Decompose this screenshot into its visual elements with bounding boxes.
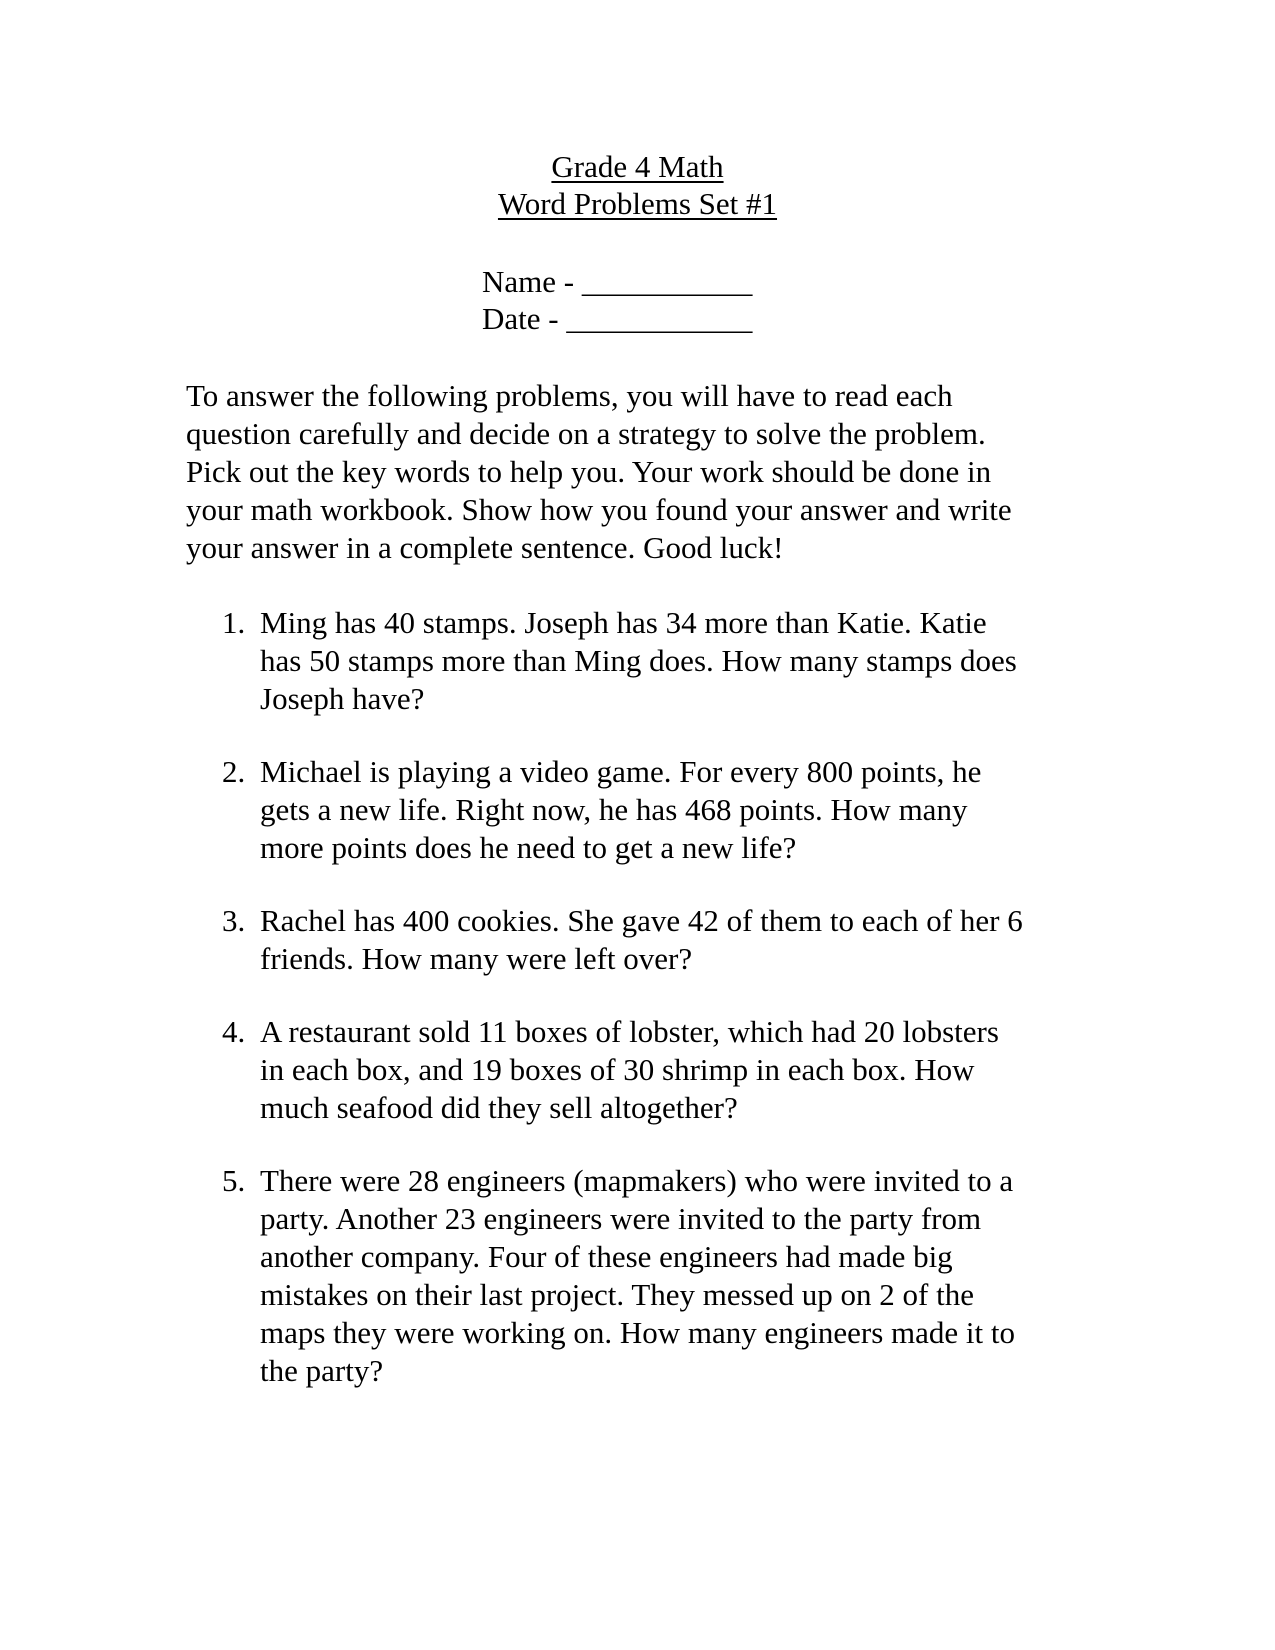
problem-number: 5. [222, 1163, 246, 1198]
problem-text-line: more points does he need to get a new life? [260, 830, 797, 865]
instructions-line: question carefully and decide on a strategy to solve the problem. [186, 416, 986, 451]
instructions-line: your answer in a complete sentence. Good luck! [186, 530, 784, 565]
problem-item [222, 753, 1102, 867]
problem-number: 2. [222, 754, 246, 789]
instructions-paragraph [186, 377, 1086, 567]
instructions-line: your math workbook. Show how you found your answer and write [186, 492, 1012, 527]
problem-text-line: Rachel has 400 cookies. She gave 42 of them to each of her 6 [260, 903, 1023, 938]
problem-text-line: another company. Four of these engineers had made big [260, 1239, 953, 1274]
problem-item [222, 604, 1102, 718]
problem-text-line: Ming has 40 stamps. Joseph has 34 more than Katie. Katie [260, 605, 987, 640]
problem-number: 3. [222, 903, 246, 938]
problem-list [222, 604, 1102, 1390]
worksheet-subtitle: Word Problems Set #1 [497, 186, 778, 221]
title-block [0, 148, 1275, 222]
problem-text-line: maps they were working on. How many engineers made it to [260, 1315, 1016, 1350]
problem-text-line: Michael is playing a video game. For every 800 points, he [260, 754, 982, 789]
instructions-line: Pick out the key words to help you. Your work should be done in [186, 454, 992, 489]
problem-text-line: friends. How many were left over? [260, 941, 693, 976]
instructions-line: To answer the following problems, you will have to read each [186, 378, 953, 413]
problem-item [222, 1162, 1102, 1390]
problem-item [222, 902, 1102, 978]
student-fields [482, 263, 752, 337]
problem-text-line: Joseph have? [260, 681, 425, 716]
problem-item [222, 1013, 1102, 1127]
problem-text-line: party. Another 23 engineers were invited to the party from [260, 1201, 982, 1236]
problem-text-line: the party? [260, 1353, 384, 1388]
problem-text-line: much seafood did they sell altogether? [260, 1090, 738, 1125]
problem-text-line: in each box, and 19 boxes of 30 shrimp in each box. How [260, 1052, 975, 1087]
problem-text-line: mistakes on their last project. They messed up on 2 of the [260, 1277, 974, 1312]
problem-text-line: gets a new life. Right now, he has 468 points. How many [260, 792, 968, 827]
problem-text-line: A restaurant sold 11 boxes of lobster, which had 20 lobsters [260, 1014, 999, 1049]
problem-text-line: has 50 stamps more than Ming does. How many stamps does [260, 643, 1017, 678]
date-field: Date - ____________ [482, 301, 753, 336]
problem-number: 1. [222, 605, 246, 640]
worksheet-title: Grade 4 Math [551, 149, 724, 184]
name-field: Name - ___________ [482, 264, 753, 299]
problem-text-line: There were 28 engineers (mapmakers) who were invited to a [260, 1163, 1014, 1198]
problem-number: 4. [222, 1014, 246, 1049]
